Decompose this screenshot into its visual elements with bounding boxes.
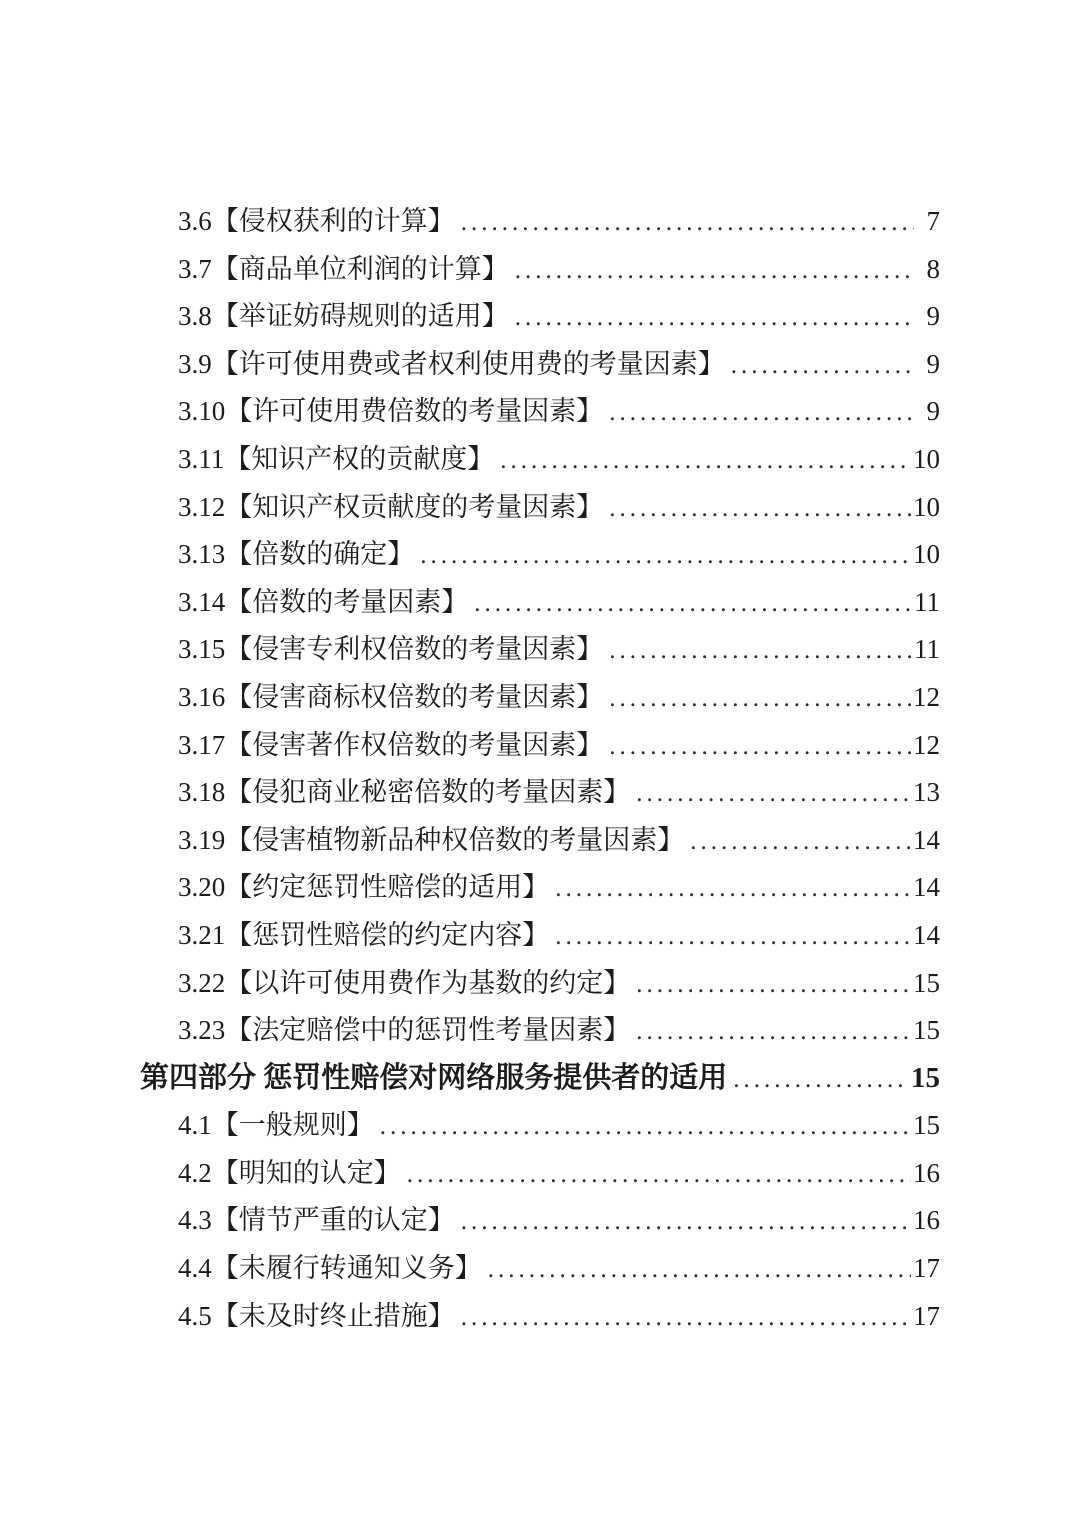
toc-entry-label: 3.14【倍数的考量因素】: [178, 586, 469, 617]
toc-dot-leader: [461, 1293, 911, 1342]
toc-entry: [140, 388, 940, 436]
toc-section-heading: [140, 1055, 940, 1103]
toc-entry-page: 15: [913, 1015, 940, 1046]
toc-dot-leader: [609, 388, 914, 437]
toc-entry-label: 3.17【侵害著作权倍数的考量因素】: [178, 729, 604, 760]
toc-entry-page: 10: [913, 539, 940, 570]
toc-entry-label: 3.10【许可使用费倍数的考量因素】: [178, 396, 604, 427]
toc-entry-page: 7: [926, 206, 940, 236]
toc-entry: [140, 864, 940, 912]
toc-dot-leader: [500, 436, 911, 485]
toc-entry-page: 14: [913, 919, 940, 950]
toc-entry: [140, 436, 940, 484]
toc-entry-page: 12: [913, 729, 940, 760]
toc-entry-label: 3.13【倍数的确定】: [178, 539, 415, 570]
toc-entry-page: 16: [913, 1205, 940, 1236]
toc-entry-page: 9: [926, 301, 940, 332]
table-of-contents: [140, 198, 940, 1340]
toc-entry-label: 3.22【以许可使用费作为基数的约定】: [178, 967, 631, 998]
toc-entry-label: 3.12【知识产权贡献度的考量因素】: [178, 491, 604, 522]
toc-dot-leader: [515, 246, 914, 295]
toc-entry: [140, 198, 940, 246]
toc-entry: [140, 579, 940, 627]
toc-entry-page: 15: [913, 1110, 940, 1141]
toc-dot-leader: [636, 769, 911, 818]
toc-entry-page: 10: [913, 443, 940, 474]
toc-entry: [140, 246, 940, 294]
toc-entry: [140, 674, 940, 722]
toc-entry-label: 3.21【惩罚性赔偿的约定内容】: [178, 919, 550, 950]
toc-dot-leader: [407, 1150, 911, 1199]
toc-dot-leader: [420, 531, 911, 580]
toc-dot-leader: [731, 341, 914, 390]
toc-entry-label: 4.1【一般规则】: [178, 1110, 374, 1141]
toc-dot-leader: [461, 198, 914, 247]
toc-entry-page: 17: [913, 1300, 940, 1331]
toc-dot-leader: [690, 817, 911, 866]
toc-entry-label: 4.4【未履行转通知义务】: [178, 1253, 482, 1284]
toc-dot-leader: [609, 674, 911, 723]
toc-entry: [140, 1245, 940, 1293]
toc-entry-label: 3.8【举证妨碍规则的适用】: [178, 301, 509, 332]
toc-dot-leader: [515, 293, 914, 342]
toc-entry: [140, 1150, 940, 1198]
toc-dot-leader: [488, 1245, 911, 1294]
toc-entry-page: 11: [914, 634, 940, 665]
toc-entry-label: 3.23【法定赔偿中的惩罚性考量因素】: [178, 1015, 631, 1046]
toc-entry-page: 16: [913, 1157, 940, 1188]
toc-entry-page: 15: [911, 1061, 940, 1094]
toc-section-heading-label: 第四部分 惩罚性赔偿对网络服务提供者的适用: [140, 1061, 728, 1094]
toc-entry: [140, 912, 940, 960]
toc-entry-label: 4.3【情节严重的认定】: [178, 1205, 455, 1236]
toc-entry-page: 14: [913, 872, 940, 903]
toc-entry: [140, 1102, 940, 1150]
toc-entry: [140, 531, 940, 579]
toc-dot-leader: [636, 960, 911, 1009]
toc-entry: [140, 341, 940, 389]
toc-entry-page: 14: [913, 824, 940, 855]
toc-entry: [140, 1293, 940, 1341]
toc-entry-label: 4.5【未及时终止措施】: [178, 1300, 455, 1331]
toc-dot-leader: [461, 1197, 911, 1246]
toc-entry-page: 10: [913, 491, 940, 522]
toc-entry-label: 3.9【许可使用费或者权利使用费的考量因素】: [178, 348, 725, 379]
toc-entry-page: 8: [926, 253, 940, 284]
toc-entry: [140, 484, 940, 532]
toc-entry-label: 3.18【侵犯商业秘密倍数的考量因素】: [178, 777, 631, 808]
toc-entry: [140, 293, 940, 341]
toc-entry-label: 3.16【侵害商标权倍数的考量因素】: [178, 681, 604, 712]
toc-entry-label: 3.20【约定惩罚性赔偿的适用】: [178, 872, 550, 903]
toc-dot-leader: [609, 484, 911, 533]
toc-entry-page: 17: [913, 1253, 940, 1284]
toc-entry: [140, 1197, 940, 1245]
toc-dot-leader: [380, 1102, 911, 1151]
toc-entry-label: 3.15【侵害专利权倍数的考量因素】: [178, 634, 604, 665]
toc-entry-label: 3.6【侵权获利的计算】: [178, 206, 455, 236]
toc-entry-label: 3.19【侵害植物新品种权倍数的考量因素】: [178, 824, 685, 855]
toc-entry: [140, 626, 940, 674]
toc-entry: [140, 722, 940, 770]
toc-entry-page: 9: [926, 396, 940, 427]
toc-dot-leader: [609, 722, 911, 771]
toc-entry-page: 12: [913, 681, 940, 712]
toc-dot-leader: [609, 626, 912, 675]
toc-dot-leader: [474, 579, 912, 628]
toc-entry-label: 4.2【明知的认定】: [178, 1157, 401, 1188]
toc-entry-page: 15: [913, 967, 940, 998]
toc-entry-page: 9: [926, 348, 940, 379]
toc-entry: [140, 817, 940, 865]
toc-dot-leader: [555, 912, 911, 961]
toc-dot-leader: [555, 864, 911, 913]
toc-entry-label: 3.7【商品单位利润的计算】: [178, 253, 509, 284]
toc-entry-page: 13: [913, 777, 940, 808]
toc-entry: [140, 1007, 940, 1055]
toc-dot-leader: [636, 1007, 911, 1056]
toc-entry: [140, 960, 940, 1008]
toc-entry-page: 11: [914, 586, 940, 617]
toc-dot-leader: [733, 1055, 909, 1104]
toc-entry-label: 3.11【知识产权的贡献度】: [178, 443, 495, 474]
toc-entry: [140, 769, 940, 817]
